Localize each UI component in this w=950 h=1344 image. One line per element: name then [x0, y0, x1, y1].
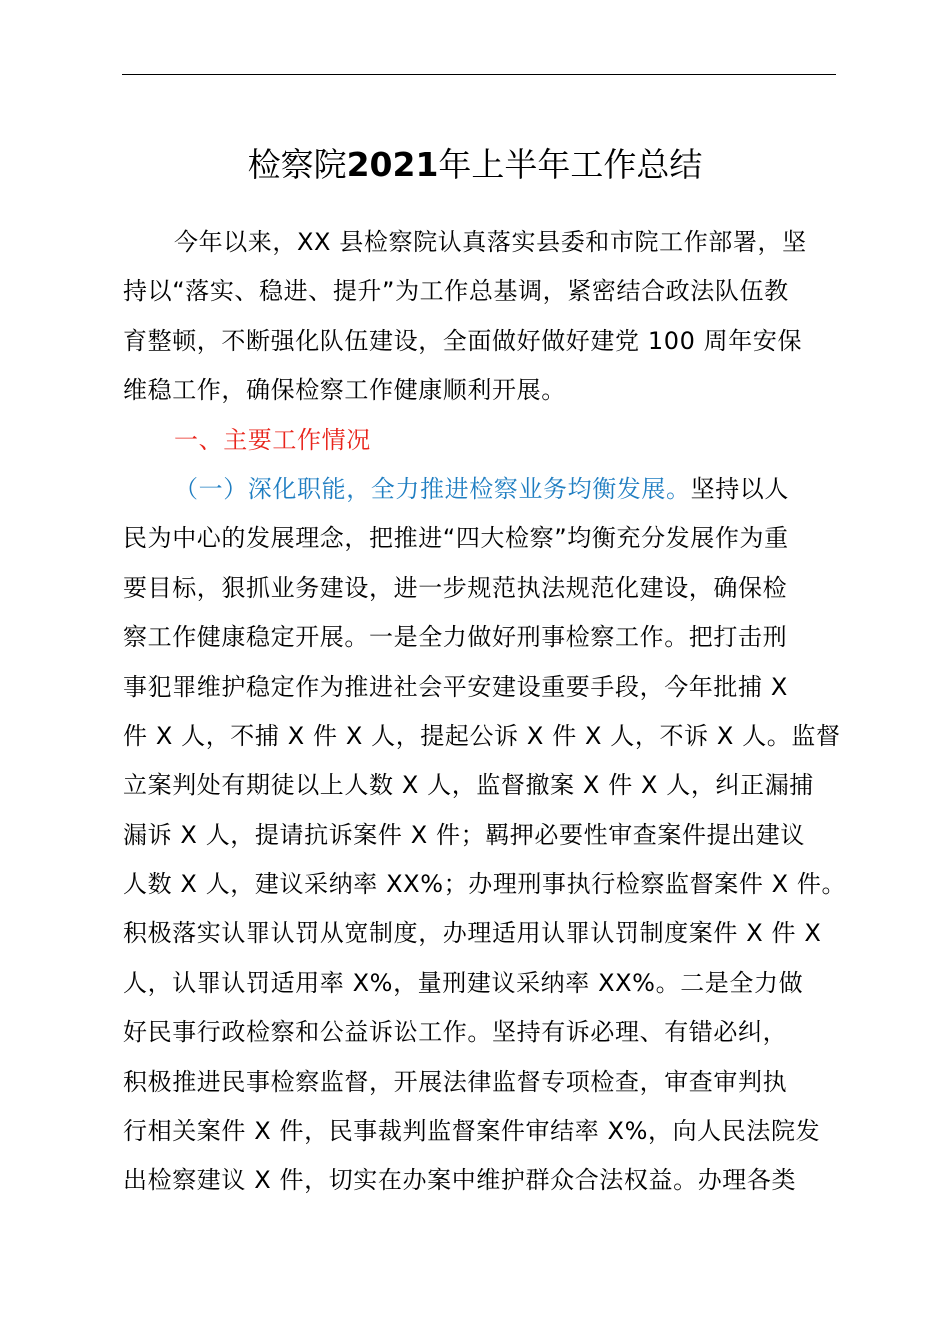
body-line: 漏诉 X 人，提请抗诉案件 X 件；羁押必要性审查案件提出建议: [123, 820, 805, 849]
intro-line: 育整顿，不断强化队伍建设，全面做好做好建党 100 周年安保: [123, 326, 803, 355]
intro-line: 持以“落实、稳进、提升”为工作总基调，紧密结合政法队伍教: [123, 277, 789, 306]
body-line: 件 X 人，不捕 X 件 X 人，提起公诉 X 件 X 人，不诉 X 人。监督: [123, 721, 841, 750]
intro-line: 今年以来，XX 县检察院认真落实县委和市院工作部署，坚: [174, 228, 807, 256]
body-line: 人数 X 人，建议采纳率 XX%；办理刑事执行检察监督案件 X 件。: [123, 870, 847, 899]
document-body: [123, 218, 847, 1206]
title-prefix: 检察院: [247, 145, 347, 184]
subsection-line: [123, 465, 839, 514]
title-suffix: 年上半年工作总结: [438, 145, 703, 184]
page-title: [0, 140, 950, 190]
body-line: 积极推进民事检察监督，开展法律监督专项检查，审查审判执: [123, 1067, 788, 1096]
body-line: 立案判处有期徒以上人数 X 人，监督撤案 X 件 X 人，纠正漏捕: [123, 771, 814, 800]
body-line: 出检察建议 X 件，切实在办案中维护群众合法权益。办理各类: [123, 1166, 797, 1195]
body-line: 人，认罪认罚适用率 X%，量刑建议采纳率 XX%。二是全力做: [123, 968, 804, 997]
subsection-heading: （一）深化职能，全力推进检察业务均衡发展。: [174, 474, 691, 503]
body-line: 察工作健康稳定开展。一是全力做好刑事检察工作。把打击刑: [123, 623, 788, 652]
body-line: 行相关案件 X 件，民事裁判监督案件审结率 X%，向人民法院发: [123, 1117, 821, 1146]
body-line: 事犯罪维护稳定作为推进社会平安建设重要手段，今年批捕 X: [123, 672, 788, 701]
body-line: 积极落实认罪认罚从宽制度，办理适用认罪认罚制度案件 X 件 X: [123, 919, 822, 948]
body-line: 好民事行政检察和公益诉讼工作。坚持有诉必理、有错必纠，: [123, 1018, 788, 1047]
intro-line: 维稳工作，确保检察工作健康顺利开展。: [123, 376, 566, 405]
section-heading: 一、主要工作情况: [174, 425, 371, 454]
body-line: 民为中心的发展理念，把推进“四大检察”均衡充分发展作为重: [123, 524, 789, 553]
body-line: 要目标，狠抓业务建设，进一步规范执法规范化建设，确保检: [123, 573, 788, 602]
header-rule: [122, 74, 836, 75]
title-year: 2021: [346, 145, 439, 184]
subsection-line-rest: 坚持以人: [690, 474, 790, 503]
